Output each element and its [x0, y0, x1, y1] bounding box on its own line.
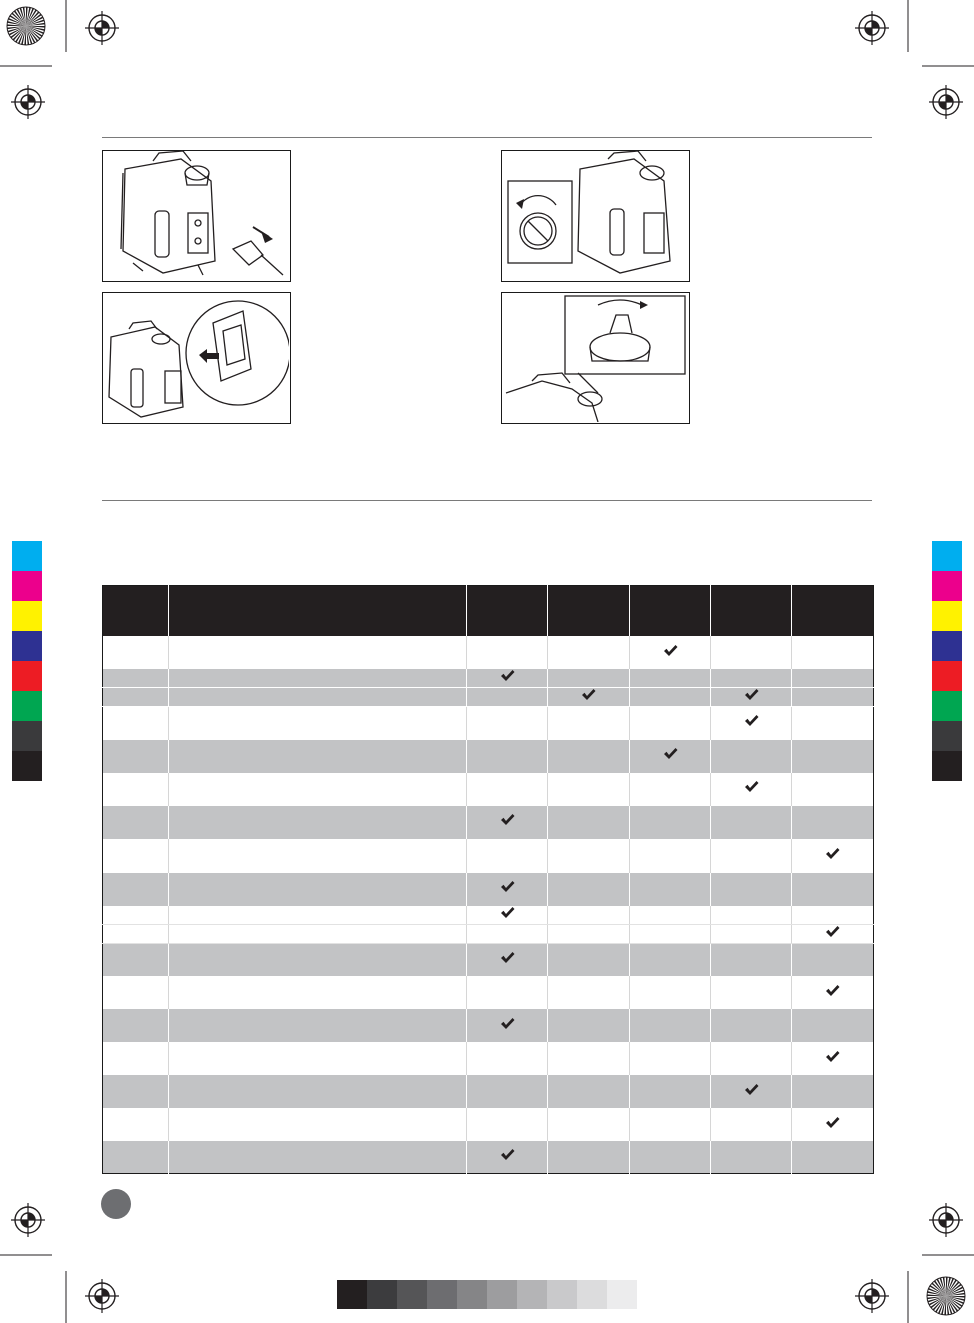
checkmark-icon	[500, 906, 515, 923]
check-cell	[548, 806, 630, 839]
table-cell	[169, 1108, 467, 1141]
check-cell	[792, 740, 874, 773]
check-cell	[792, 839, 874, 873]
check-cell	[467, 976, 548, 1009]
check-cell	[467, 773, 548, 806]
gray-swatch	[547, 1280, 577, 1309]
checkmark-icon	[825, 925, 840, 942]
table-cell	[103, 943, 169, 976]
color-swatch	[932, 541, 962, 571]
checkmark-icon	[500, 1017, 515, 1034]
checkmark-icon	[744, 688, 759, 705]
gray-swatch	[367, 1280, 397, 1309]
table-cell	[103, 924, 169, 943]
table-cell	[169, 1075, 467, 1108]
fuel-cap-detail-icon	[502, 293, 688, 422]
header-cell	[630, 586, 711, 637]
section-divider-middle	[102, 500, 872, 501]
check-cell	[630, 906, 711, 925]
table-cell	[103, 1009, 169, 1042]
check-cell	[630, 773, 711, 806]
table-header-row	[103, 586, 874, 637]
color-swatch	[932, 721, 962, 751]
table-cell	[169, 873, 467, 906]
table-cell	[103, 773, 169, 806]
checkmark-icon	[663, 644, 678, 661]
table-row	[103, 924, 874, 943]
table-cell	[103, 873, 169, 906]
check-cell	[467, 1075, 548, 1108]
check-cell	[792, 806, 874, 839]
gray-swatch	[577, 1280, 607, 1309]
check-cell	[548, 669, 630, 688]
header-cell	[169, 586, 467, 637]
table-row	[103, 1009, 874, 1042]
check-cell	[548, 873, 630, 906]
check-cell	[630, 707, 711, 740]
table-cell	[169, 943, 467, 976]
check-cell	[548, 1042, 630, 1075]
check-cell	[548, 707, 630, 740]
check-cell	[792, 707, 874, 740]
check-cell	[630, 924, 711, 943]
color-swatch	[12, 601, 42, 631]
check-cell	[711, 976, 792, 1009]
table-row	[103, 688, 874, 707]
table-cell	[103, 707, 169, 740]
check-cell	[548, 688, 630, 707]
check-cell	[548, 976, 630, 1009]
table-cell	[169, 839, 467, 873]
generator-with-knob-detail-icon	[502, 151, 688, 280]
header-cell	[792, 586, 874, 637]
checkmark-icon	[744, 1083, 759, 1100]
check-cell	[548, 740, 630, 773]
table-cell	[169, 1042, 467, 1075]
table-row	[103, 1141, 874, 1173]
color-swatch	[932, 601, 962, 631]
check-cell	[630, 943, 711, 976]
table-cell	[103, 1108, 169, 1141]
table-row	[103, 740, 874, 773]
check-cell	[711, 707, 792, 740]
table-row	[103, 773, 874, 806]
check-cell	[711, 636, 792, 669]
check-cell	[711, 1075, 792, 1108]
check-cell	[711, 1141, 792, 1173]
check-cell	[548, 1075, 630, 1108]
table-row	[103, 873, 874, 906]
check-cell	[548, 924, 630, 943]
color-swatch	[12, 691, 42, 721]
table-cell	[169, 806, 467, 839]
check-cell	[630, 688, 711, 707]
header-cell	[103, 586, 169, 637]
figure-press-switch	[102, 292, 291, 424]
check-cell	[467, 1009, 548, 1042]
check-cell	[792, 873, 874, 906]
table-row	[103, 839, 874, 873]
check-cell	[711, 873, 792, 906]
check-cell	[711, 906, 792, 925]
table-cell	[103, 906, 169, 925]
table-row	[103, 669, 874, 688]
troubleshooting-table	[102, 585, 874, 1174]
check-cell	[548, 1141, 630, 1173]
check-cell	[792, 1108, 874, 1141]
gray-swatch	[337, 1280, 367, 1309]
check-cell	[467, 906, 548, 925]
figure-fuel-cap-rotate	[501, 292, 690, 424]
color-swatch	[932, 661, 962, 691]
table-cell	[103, 1075, 169, 1108]
check-cell	[792, 1009, 874, 1042]
checkmark-icon	[825, 847, 840, 864]
table-row	[103, 806, 874, 839]
color-swatch	[932, 631, 962, 661]
check-cell	[467, 839, 548, 873]
check-cell	[467, 873, 548, 906]
color-swatch	[12, 751, 42, 781]
check-cell	[467, 1141, 548, 1173]
checkmark-icon	[500, 669, 515, 686]
table-cell	[103, 976, 169, 1009]
color-swatch	[932, 691, 962, 721]
checkmark-icon	[500, 951, 515, 968]
table-cell	[103, 688, 169, 707]
check-cell	[467, 943, 548, 976]
check-cell	[711, 839, 792, 873]
header-cell	[467, 586, 548, 637]
color-swatch	[12, 721, 42, 751]
table-cell	[169, 636, 467, 669]
gray-swatch	[397, 1280, 427, 1309]
gray-swatch	[427, 1280, 457, 1309]
table-cell	[103, 806, 169, 839]
table-cell	[169, 906, 467, 925]
check-cell	[548, 773, 630, 806]
check-cell	[630, 669, 711, 688]
gray-swatch	[487, 1280, 517, 1309]
header-cell	[548, 586, 630, 637]
table-cell	[103, 669, 169, 688]
checkmark-icon	[825, 984, 840, 1001]
checkmark-icon	[825, 1050, 840, 1067]
check-cell	[711, 669, 792, 688]
table-cell	[169, 976, 467, 1009]
table-cell	[169, 669, 467, 688]
check-cell	[792, 669, 874, 688]
check-cell	[467, 707, 548, 740]
check-cell	[467, 924, 548, 943]
check-cell	[630, 839, 711, 873]
checkmark-icon	[825, 1116, 840, 1133]
check-cell	[792, 943, 874, 976]
check-cell	[630, 1075, 711, 1108]
checkmark-icon	[744, 714, 759, 731]
check-cell	[711, 1042, 792, 1075]
gray-swatch	[457, 1280, 487, 1309]
check-cell	[467, 1108, 548, 1141]
table-cell	[169, 707, 467, 740]
check-cell	[792, 773, 874, 806]
check-cell	[467, 740, 548, 773]
checkmark-icon	[581, 688, 596, 705]
check-cell	[548, 906, 630, 925]
check-cell	[467, 688, 548, 707]
check-cell	[548, 636, 630, 669]
check-cell	[792, 924, 874, 943]
checkmark-icon	[500, 880, 515, 897]
table-row	[103, 1075, 874, 1108]
table-row	[103, 943, 874, 976]
table-cell	[169, 688, 467, 707]
check-cell	[548, 1108, 630, 1141]
color-swatch	[12, 571, 42, 601]
table-row	[103, 1042, 874, 1075]
check-cell	[467, 806, 548, 839]
table-cell	[103, 740, 169, 773]
color-swatch	[932, 751, 962, 781]
checkmark-icon	[500, 813, 515, 830]
check-cell	[792, 688, 874, 707]
check-cell	[630, 740, 711, 773]
check-cell	[630, 1108, 711, 1141]
check-cell	[467, 636, 548, 669]
table-cell	[103, 839, 169, 873]
header-cell	[711, 586, 792, 637]
table-row	[103, 976, 874, 1009]
color-swatch	[12, 631, 42, 661]
figure-unplug-power-cord	[102, 150, 291, 282]
check-cell	[467, 669, 548, 688]
checkmark-icon	[744, 780, 759, 797]
table-cell	[103, 1141, 169, 1173]
check-cell	[630, 1042, 711, 1075]
check-cell	[792, 1141, 874, 1173]
check-cell	[630, 976, 711, 1009]
check-cell	[711, 943, 792, 976]
check-cell	[792, 1075, 874, 1108]
check-cell	[792, 636, 874, 669]
check-cell	[711, 1108, 792, 1141]
table-cell	[169, 1009, 467, 1042]
check-cell	[792, 976, 874, 1009]
check-cell	[548, 839, 630, 873]
check-cell	[711, 1009, 792, 1042]
check-cell	[630, 806, 711, 839]
generator-with-plug-icon	[103, 151, 289, 280]
table-row	[103, 707, 874, 740]
check-cell	[792, 906, 874, 925]
figure-fuel-knob-rotate	[501, 150, 690, 282]
generator-with-switch-detail-icon	[103, 293, 289, 422]
table-cell	[169, 1141, 467, 1173]
check-cell	[548, 943, 630, 976]
table-row	[103, 636, 874, 669]
table-cell	[103, 636, 169, 669]
check-cell	[711, 688, 792, 707]
table-cell	[103, 1042, 169, 1075]
table-row	[103, 1108, 874, 1141]
table-cell	[169, 924, 467, 943]
check-cell	[711, 740, 792, 773]
check-cell	[630, 1009, 711, 1042]
table-row	[103, 906, 874, 925]
gray-swatch	[517, 1280, 547, 1309]
color-swatch	[932, 571, 962, 601]
checkmark-icon	[500, 1148, 515, 1165]
check-cell	[711, 924, 792, 943]
gray-swatch	[607, 1280, 637, 1309]
check-cell	[792, 1042, 874, 1075]
check-cell	[630, 873, 711, 906]
check-cell	[630, 636, 711, 669]
color-swatch	[12, 541, 42, 571]
checkmark-icon	[663, 747, 678, 764]
color-swatch	[12, 661, 42, 691]
check-cell	[711, 773, 792, 806]
section-divider-top	[102, 137, 872, 138]
check-cell	[548, 1009, 630, 1042]
check-cell	[467, 1042, 548, 1075]
check-cell	[711, 806, 792, 839]
check-cell	[630, 1141, 711, 1173]
page-number-badge	[101, 1189, 131, 1219]
table-cell	[169, 740, 467, 773]
table-cell	[169, 773, 467, 806]
